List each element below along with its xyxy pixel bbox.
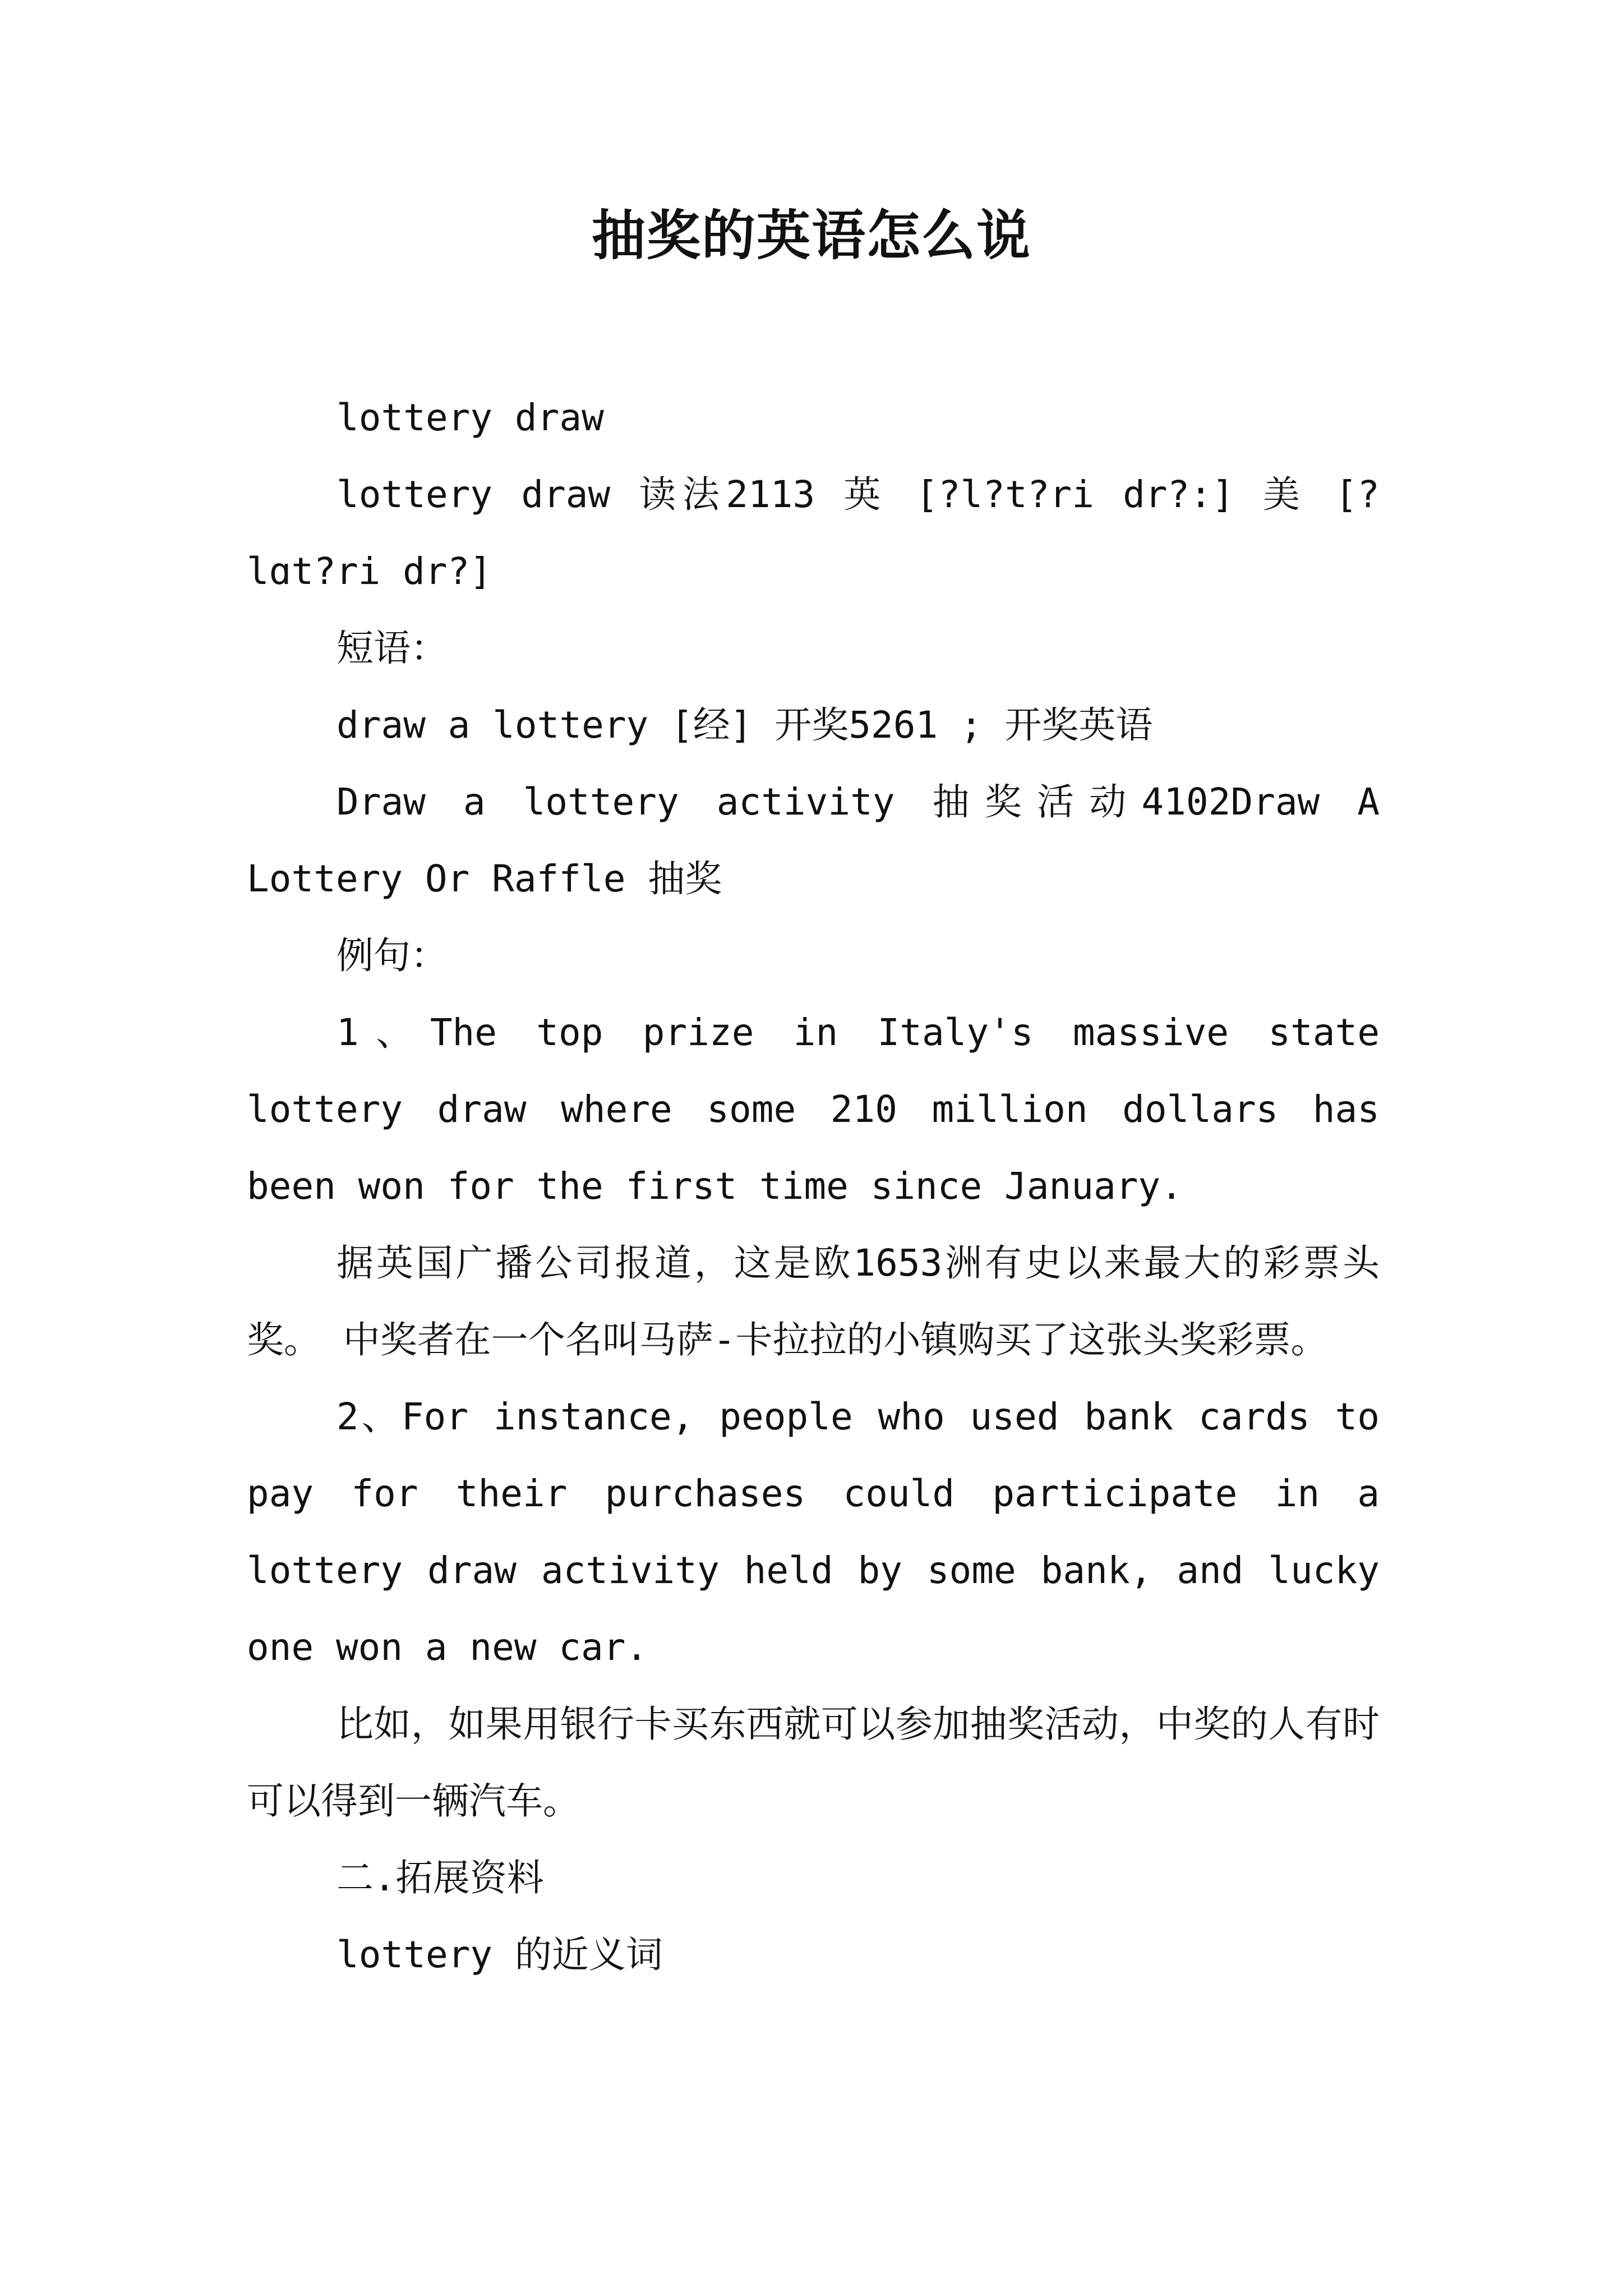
paragraph-pronunciation: lottery draw 读法2113 英 [?l?t?ri dr?:] 美 [?lɑt?ri dr?] xyxy=(247,473,1380,593)
paragraph-term: lottery draw xyxy=(336,396,604,439)
paragraph-example-2-en: 2、For instance, people who used bank cards to pay for their purchases could participate in a lottery draw activity held by some bank, and lucky one won a new car. xyxy=(247,1395,1380,1669)
paragraph-phrases-heading: 短语： xyxy=(336,627,448,670)
document-title: 抽奖的英语怎么说 xyxy=(592,204,1031,267)
paragraph-phrase-1: draw a lottery [经] 开奖5261 ; 开奖英语 xyxy=(336,703,1153,747)
paragraph-synonyms-heading: lottery 的近义词 xyxy=(336,1933,663,1976)
paragraph-example-1-en: 1、The top prize in Italy's massive state lottery draw where some 210 million dollars has been won for the first time since January. xyxy=(247,1011,1380,1208)
paragraph-extension-heading: 二.拓展资料 xyxy=(336,1856,544,1899)
paragraph-example-2-zh: 比如，如果用银行卡买东西就可以参加抽奖活动，中奖的人有时可以得到一辆汽车。 xyxy=(247,1703,1380,1823)
paragraph-examples-heading: 例句： xyxy=(336,934,448,977)
paragraph-example-1-zh: 据英国广播公司报道，这是欧1653洲有史以来最大的彩票头奖。 中奖者在一个名叫马萨-卡拉拉的小镇购买了这张头奖彩票。 xyxy=(247,1241,1380,1361)
document-body xyxy=(247,379,1380,1993)
paragraph-phrase-2: Draw a lottery activity 抽奖活动4102Draw A Lottery Or Raffle 抽奖 xyxy=(247,780,1380,900)
